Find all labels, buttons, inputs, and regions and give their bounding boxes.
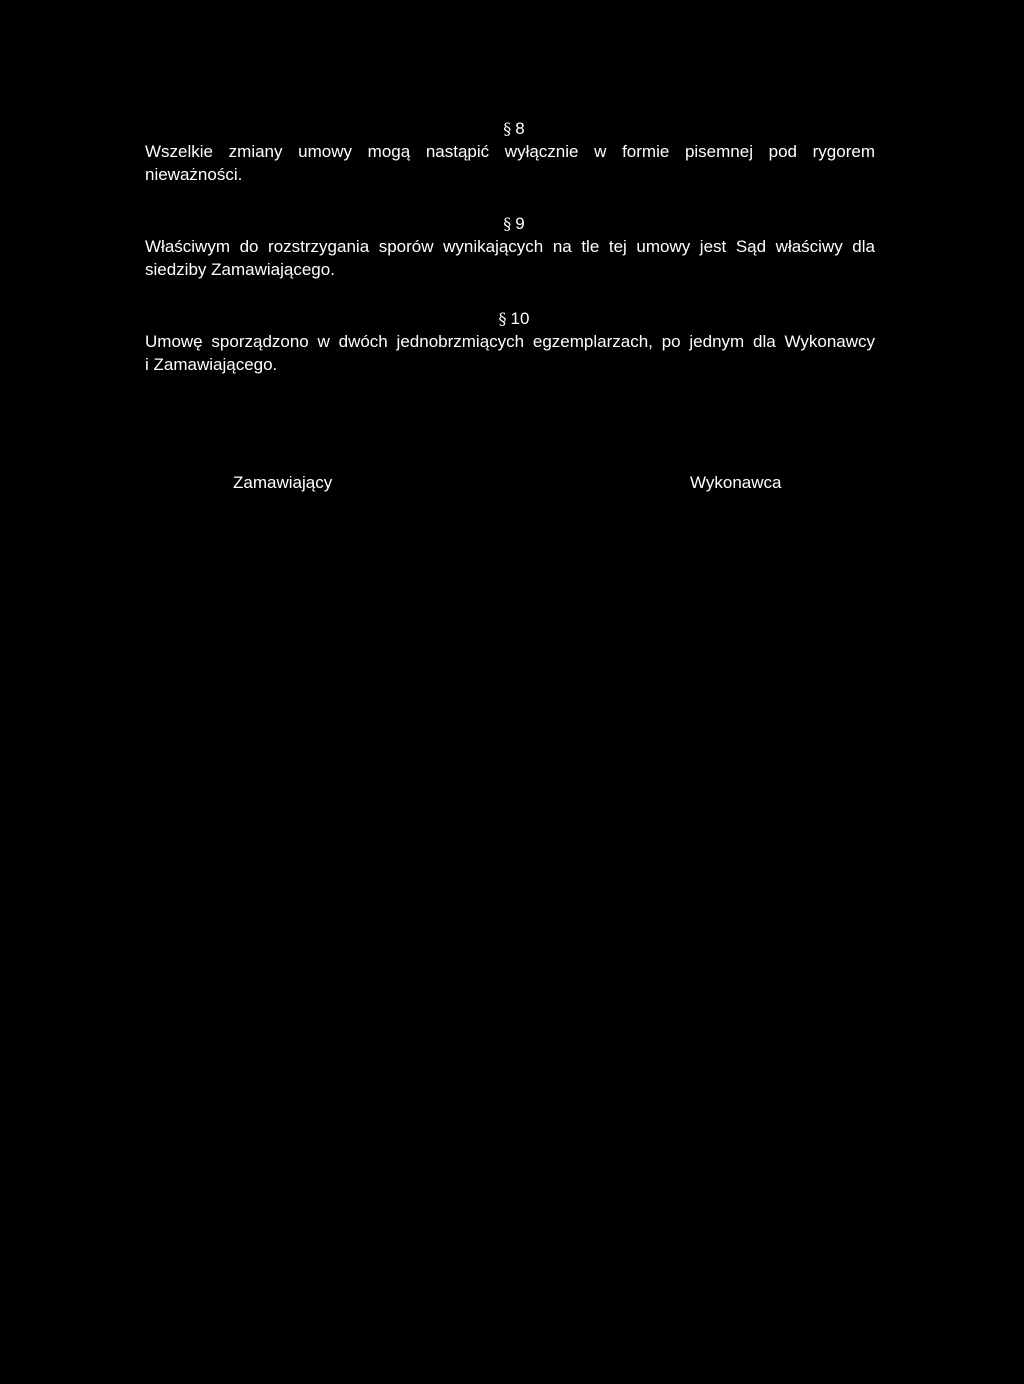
paragraph-line: Właściwym do rozstrzygania sporów wynikających na tle tej umowy jest Sąd właściwy dla [145,237,875,256]
section-number: 8 [515,119,525,138]
section-symbol: § [503,119,512,138]
signature-label-contractor: Wykonawca [690,473,782,492]
section-9 [145,212,875,281]
section-body [145,330,875,376]
paragraph-line: i Zamawiającego. [145,355,278,374]
paragraph-line: nieważności. [145,165,243,184]
section-heading [145,117,875,140]
section-number: 10 [510,309,530,328]
section-symbol: § [498,309,507,328]
section-heading [145,307,875,330]
paragraph-line: Umowę sporządzono w dwóch jednobrzmiących egzemplarzach, po jednym dla Wykonawcy [145,332,875,351]
section-number: 9 [515,214,525,233]
section-body [145,140,875,186]
section-heading [145,212,875,235]
section-10 [145,307,875,376]
paragraph-line: Wszelkie zmiany umowy mogą nastąpić wyłącznie w formie pisemnej pod rygorem [145,142,875,161]
signature-label-ordering-party: Zamawiający [233,473,333,492]
signature-block [0,471,1024,494]
section-8 [145,117,875,186]
section-body [145,235,875,281]
paragraph-line: siedziby Zamawiającego. [145,260,335,279]
section-symbol: § [503,214,512,233]
